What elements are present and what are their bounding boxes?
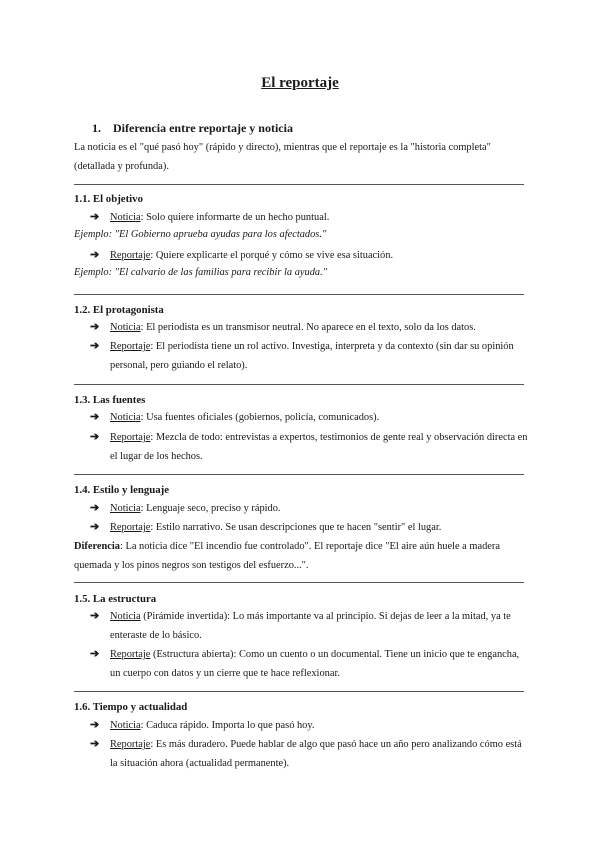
list-item bbox=[90, 518, 530, 537]
note-text: : La noticia dice "El incendio fue controlado". El reportaje dice "El aire aún huele a madera quemada y los pinos negros son testigos del esfuerzo...". bbox=[74, 541, 500, 571]
list-item bbox=[90, 318, 530, 337]
divider bbox=[74, 474, 524, 475]
list-item bbox=[90, 607, 530, 645]
item-text: : El periodista es un transmisor neutral. No aparece en el texto, solo da los datos. bbox=[140, 322, 476, 333]
item-text: : Usa fuentes oficiales (gobiernos, policía, comunicados). bbox=[140, 412, 380, 423]
term-label: Reportaje bbox=[110, 250, 151, 261]
term-label: Noticia bbox=[110, 212, 141, 223]
arrow-icon: ➔ bbox=[90, 211, 100, 223]
arrow-icon: ➔ bbox=[90, 321, 100, 333]
document-title: El reportaje bbox=[261, 75, 339, 91]
list-item bbox=[90, 428, 530, 466]
arrow-icon: ➔ bbox=[90, 738, 100, 750]
arrow-icon: ➔ bbox=[90, 411, 100, 423]
list-item bbox=[90, 716, 530, 735]
subsection-title: 1.1. El objetivo bbox=[74, 193, 143, 205]
arrow-icon: ➔ bbox=[90, 340, 100, 352]
item-text: : Caduca rápido. Importa lo que pasó hoy. bbox=[140, 720, 315, 731]
item-text: (Pirámide invertida): Lo más importante va al principio. Si dejas de leer a la mitad, ya te enteraste de lo básico. bbox=[110, 611, 511, 641]
item-text: : Lenguaje seco, preciso y rápido. bbox=[140, 503, 281, 514]
term-label: Noticia bbox=[110, 412, 141, 423]
term-label: Reportaje bbox=[110, 341, 151, 352]
arrow-icon: ➔ bbox=[90, 610, 100, 622]
item-text: : Estilo narrativo. Se usan descripciones que te hacen "sentir" el lugar. bbox=[150, 522, 442, 533]
list-item bbox=[90, 408, 530, 427]
item-text: : Quiere explicarte el porqué y cómo se vive esa situación. bbox=[150, 250, 394, 261]
example-text: Ejemplo: "El Gobierno aprueba ayudas para los afectados." bbox=[74, 229, 327, 240]
term-label: Noticia bbox=[110, 503, 141, 514]
list-item bbox=[90, 645, 530, 683]
term-label: Reportaje bbox=[110, 649, 151, 660]
section-heading-label: Diferencia entre reportaje y noticia bbox=[113, 121, 293, 135]
divider bbox=[74, 691, 524, 692]
divider bbox=[74, 384, 524, 385]
section-heading-number: 1. bbox=[92, 121, 101, 135]
divider bbox=[74, 582, 524, 583]
arrow-icon: ➔ bbox=[90, 648, 100, 660]
term-label: Noticia bbox=[110, 322, 141, 333]
arrow-icon: ➔ bbox=[90, 249, 100, 261]
example-text: Ejemplo: "El calvario de las familias para recibir la ayuda." bbox=[74, 267, 328, 278]
list-item bbox=[90, 246, 530, 265]
divider bbox=[74, 294, 524, 295]
subsection-title: 1.2. El protagonista bbox=[74, 304, 164, 316]
item-text: : Es más duradero. Puede hablar de algo que pasó hace un año pero analizando cómo está la situación ahora (actualidad permanente). bbox=[110, 739, 522, 769]
subsection-title: 1.5. La estructura bbox=[74, 593, 157, 605]
item-text: (Estructura abierta): Como un cuento o un documental. Tiene un inicio que te engancha, un cuerpo con datos y un cierre que te hace reflexionar. bbox=[110, 649, 520, 679]
item-text: : Mezcla de todo: entrevistas a expertos, testimonios de gente real y observación directa en el lugar de los hechos. bbox=[110, 432, 528, 462]
list-item bbox=[90, 208, 530, 227]
term-label: Noticia bbox=[110, 611, 141, 622]
note-label: Diferencia bbox=[74, 541, 120, 552]
item-text: : Solo quiere informarte de un hecho puntual. bbox=[140, 212, 330, 223]
list-item bbox=[90, 735, 530, 773]
subsection-title: 1.4. Estilo y lenguaje bbox=[74, 484, 170, 496]
list-item bbox=[90, 337, 530, 375]
intro-paragraph: La noticia es el "qué pasó hoy" (rápido y directo), mientras que el reportaje es la "historia completa" (detallada y profunda). bbox=[74, 142, 491, 172]
difference-note bbox=[74, 537, 524, 575]
section-heading bbox=[92, 121, 293, 136]
subsection-title: 1.6. Tiempo y actualidad bbox=[74, 701, 188, 713]
term-label: Reportaje bbox=[110, 522, 151, 533]
arrow-icon: ➔ bbox=[90, 502, 100, 514]
item-text: : El periodista tiene un rol activo. Investiga, interpreta y da contexto (sin dar su opinión personal, pero guiando el relato). bbox=[110, 341, 514, 371]
arrow-icon: ➔ bbox=[90, 521, 100, 533]
list-item bbox=[90, 499, 530, 518]
subsection-title: 1.3. Las fuentes bbox=[74, 394, 146, 406]
term-label: Noticia bbox=[110, 720, 141, 731]
arrow-icon: ➔ bbox=[90, 719, 100, 731]
divider bbox=[74, 184, 524, 185]
term-label: Reportaje bbox=[110, 432, 151, 443]
term-label: Reportaje bbox=[110, 739, 151, 750]
arrow-icon: ➔ bbox=[90, 431, 100, 443]
